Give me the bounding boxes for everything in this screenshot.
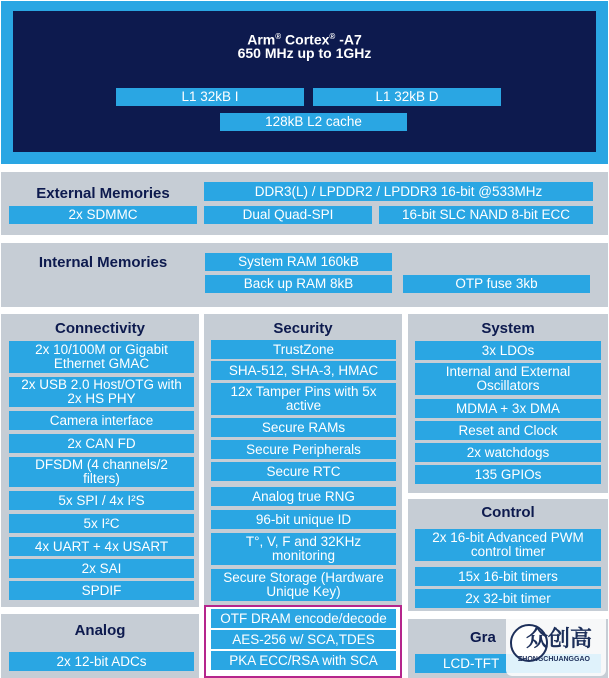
aes-tdes: AES-256 w/ SCA,TDES [211,630,396,649]
unique-id: 96-bit unique ID [211,510,396,529]
uart-usart: 4x UART + 4x USART [9,537,194,556]
backup-ram: Back up RAM 8kB [205,275,392,293]
ethernet-gmac: 2x 10/100M or Gigabit Ethernet GMAC [9,341,194,373]
external-memories-title: External Memories [36,184,170,202]
timers-16bit: 15x 16-bit timers [415,567,601,586]
usb-host-otg: 2x USB 2.0 Host/OTG with 2x HS PHY [9,377,194,407]
control-title: Control [481,503,535,521]
watchdogs: 2x watchdogs [415,443,601,462]
secure-rtc: Secure RTC [211,462,396,481]
watermark-brand: 众创高 [526,626,593,651]
lcd-tft: LCD-TFT [415,654,601,673]
l1-data-cache: L1 32kB D [313,88,501,106]
connectivity-title: Connectivity [54,319,145,337]
sai: 2x SAI [9,559,194,578]
analog-title: Analog [74,621,126,639]
i2c: 5x I²C [9,514,194,533]
cpu-reg-mark: ® [275,32,282,41]
analog-rng: Analog true RNG [211,487,396,506]
can-fd: 2x CAN FD [9,434,194,453]
internal-memories-title: Internal Memories [38,253,168,271]
graphics-title: Gra [470,628,496,646]
gpios: 135 GPIOs [415,465,601,484]
oscillators: Internal and External Oscillators [415,363,601,395]
camera-interface: Camera interface [9,411,194,430]
security-title: Security [273,319,333,337]
l1-instruction-cache: L1 32kB I [116,88,304,106]
otf-dram-encode: OTF DRAM encode/decode [211,609,396,628]
ldos: 3x LDOs [415,341,601,360]
nand-flash: 16-bit SLC NAND 8-bit ECC [379,206,593,224]
tamper-pins: 12x Tamper Pins with 5x active [211,383,396,415]
cpu-name: Cortex [285,31,330,48]
pka-ecc-rsa: PKA ECC/RSA with SCA [211,651,396,670]
secure-peripherals: Secure Peripherals [211,440,396,459]
sha-hmac: SHA-512, SHA-3, HMAC [211,361,396,380]
cpu-brand: Arm [247,31,276,48]
mdma-dma: MDMA + 3x DMA [415,399,601,418]
monitoring: T°, V, F and 32KHz monitoring [211,533,396,565]
cpu-frequency: 650 MHz up to 1GHz [237,45,372,61]
dfsdm: DFSDM (4 channels/2 filters) [9,457,194,487]
adcs: 2x 12-bit ADCs [9,652,194,671]
pwm-timer: 2x 16-bit Advanced PWM control timer [415,529,601,561]
spi-i2s: 5x SPI / 4x I²S [9,491,194,510]
cpu-reg-mark-2: ® [329,32,336,41]
watermark-logo [506,614,606,676]
system-ram: System RAM 160kB [205,253,392,271]
l2-cache: 128kB L2 cache [220,113,407,131]
sdmmc: 2x SDMMC [9,206,197,224]
timers-32bit: 2x 32-bit timer [415,589,601,608]
secure-rams: Secure RAMs [211,418,396,437]
spdif: SPDIF [9,581,194,600]
otp-fuse: OTP fuse 3kb [403,275,590,293]
reset-clock: Reset and Clock [415,421,601,440]
trustzone: TrustZone [211,340,396,359]
cpu-suffix: -A7 [339,31,362,48]
quad-spi: Dual Quad-SPI [204,206,372,224]
secure-storage: Secure Storage (Hardware Unique Key) [211,569,396,601]
system-title: System [481,319,535,337]
watermark-sub: ZHONGCHUANGGAO [518,656,590,663]
ddr-interface: DDR3(L) / LPDDR2 / LPDDR3 16-bit @533MHz [204,182,593,201]
